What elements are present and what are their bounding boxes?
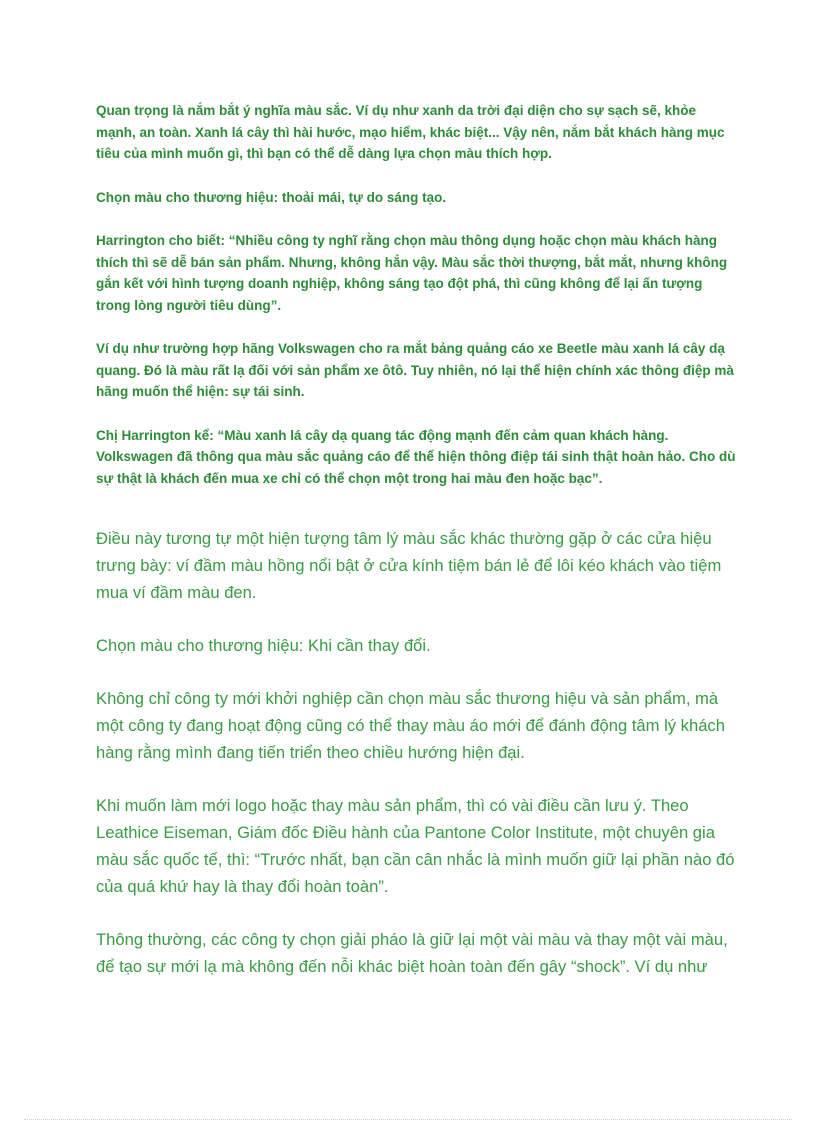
large-text-section — [96, 525, 736, 980]
heading-when-to-change: Chọn màu cho thương hiệu: Khi cần thay đổi. — [96, 636, 431, 655]
paragraph-shop-psychology: Điều này tương tự một hiện tượng tâm lý màu sắc khác thường gặp ở các cửa hiệu trưng bày: ví đầm màu hồng nổi bật ở cửa kính tiệm bán lẻ để lôi kéo khách vào tiệm mua ví đầm màu đen. — [96, 529, 722, 602]
heading-creative-freedom: Chọn màu cho thương hiệu: thoải mái, tự do sáng tạo. — [96, 189, 447, 205]
paragraph-eiseman-advice: Khi muốn làm mới logo hoặc thay màu sản phẩm, thì có vài điều cần lưu ý. Theo Leathice Eiseman, Giám đốc Điều hành của Pantone Color Institute, một chuyên gia màu sắc quốc tế, thì: “Trước nhất, bạn cần cân nhắc là mình muốn giữ lại phần nào đó của quá khứ hay là thay đổi hoàn toàn”. — [96, 796, 735, 896]
page-bottom-divider — [24, 1119, 792, 1120]
document-page — [96, 100, 736, 1006]
paragraph-common-solution: Thông thường, các công ty chọn giải pháo là giữ lại một vài màu và thay một vài màu, để tạo sự mới lạ mà không đến nỗi khác biệt hoàn toàn đến gây “shock”. Ví dụ như — [96, 930, 728, 976]
paragraph-color-meaning: Quan trọng là nắm bắt ý nghĩa màu sắc. Ví dụ như xanh da trời đại diện cho sự sạch sẽ, khỏe mạnh, an toàn. Xanh lá cây thì hài hước, mạo hiểm, khác biệt... Vậy nên, nắm bắt khách hàng mục tiêu của mình muốn gì, thì bạn có thể dễ dàng lựa chọn màu thích hợp. — [96, 103, 725, 161]
paragraph-harrington-quote: Harrington cho biết: “Nhiều công ty nghĩ rằng chọn màu thông dụng hoặc chọn màu khách hàng thích thì sẽ dễ bán sản phẩm. Nhưng, không hẳn vậy. Màu sắc thời thượng, bắt mắt, nhưng không gắn kết với hình tượng doanh nghiệp, không sáng tạo đột phá, thì cũng không để lại ấn tượng trong lòng người tiêu dùng”. — [96, 233, 728, 313]
paragraph-existing-companies: Không chỉ công ty mới khởi nghiệp cần chọn màu sắc thương hiệu và sản phẩm, mà một công ty đang hoạt động cũng có thể thay màu áo mới để đánh động tâm lý khách hàng rằng mình đang tiến triển theo chiều hướng hiện đại. — [96, 689, 725, 762]
paragraph-volkswagen-example: Ví dụ như trường hợp hãng Volkswagen cho ra mắt bảng quảng cáo xe Beetle màu xanh lá cây dạ quang. Đó là màu rất lạ đối với sản phẩm xe ôtô. Tuy nhiên, nó lại thể hiện chính xác thông điệp mà hãng muốn thể hiện: sự tái sinh. — [96, 341, 734, 399]
paragraph-harrington-story: Chị Harrington kể: “Màu xanh lá cây dạ quang tác động mạnh đến cảm quan khách hàng. Volkswagen đã thông qua màu sắc quảng cáo để thể hiện thông điệp tái sinh thật hoàn hảo. Cho dù sự thật là khách đến mua xe chỉ có thể chọn một trong hai màu đen hoặc bạc”. — [96, 427, 736, 486]
small-text-section — [96, 100, 736, 489]
